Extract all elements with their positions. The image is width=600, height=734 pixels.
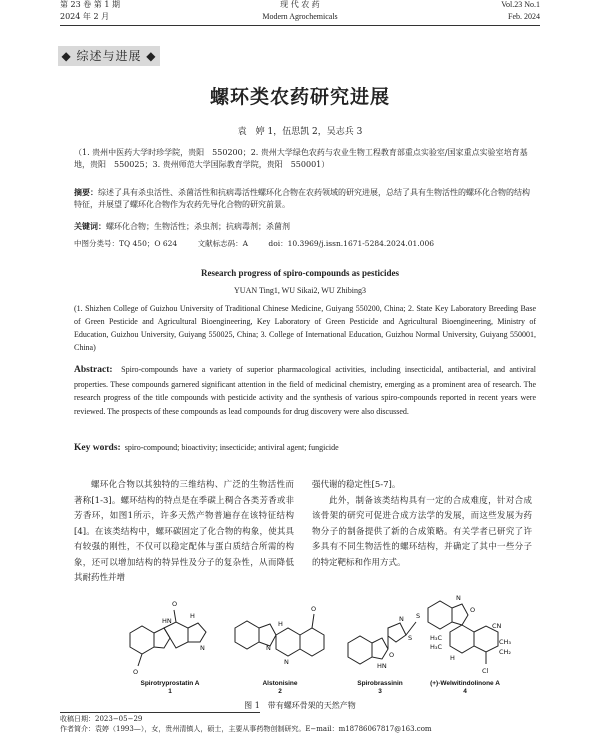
atom-label: H₃C — [430, 643, 442, 651]
abstract-en-label: Abstract: — [74, 365, 113, 375]
abstract-cn — [74, 186, 534, 211]
atom-label: S — [408, 634, 412, 642]
atom-label: HN — [377, 662, 387, 670]
atom-label: O — [172, 600, 177, 608]
abstract-cn-text: 综述了具有杀虫活性、杀菌活性和抗病毒活性螺环化合物在农药领域的研究进展，总结了具有生物活性的螺环化合物的结构特征，并展望了螺环化合物作为农药先导化合物的研究前景。 — [74, 188, 530, 209]
atom-label: HN — [162, 617, 172, 625]
author-bio: 作者简介：袁婷（1993—），女，贵州清镇人，硕士，主要从事药物创制研究。E−mail：m18786067817@163.com — [60, 725, 540, 734]
section-tag: ◆ 综述与进展 ◆ — [58, 46, 160, 66]
atom-label: O — [470, 606, 475, 614]
atom-label: CN — [492, 622, 502, 630]
atom-label: O — [133, 668, 138, 676]
clc-number: 中图分类号：TQ 450；O 624 — [74, 239, 177, 248]
article-title-en: Research progress of spiro-compounds as pesticides — [0, 268, 600, 278]
keywords-en-label: Key words: — [74, 443, 121, 453]
keywords-cn-label: 关键词： — [74, 221, 106, 231]
affiliation-cn: （1. 贵州中医药大学时珍学院，贵阳 550200；2. 贵州大学绿色农药与农业生物工程教育部重点实验室/国家重点实验室培育基地，贵阳 550025；3. 贵州师范大学国际教育学院，贵阳 550001） — [74, 147, 534, 170]
paragraph: 螺环化合物以其独特的三维结构、广泛的生物活性而著称[1-3]。螺环结构的特点是在季碳上稠合各类芳香或非芳香环，如图1所示，许多天然产物普遍存在该特征结构[4]。在该类结构中，螺环碳固定了化合物的构象，使其具有较强的刚性，不仅可以稳定配体与蛋白质结合所需的构象，还可以增加结构的特异性及分子的复杂性，从而降低其耐药性并增 — [74, 478, 294, 587]
atom-label: H — [450, 654, 455, 662]
journal-name-cn: 现 代 农 药 — [60, 0, 540, 10]
footnote — [60, 712, 540, 734]
atom-label: S — [416, 612, 420, 620]
atom-label: O — [389, 651, 394, 659]
abstract-en — [74, 363, 536, 418]
compound-number: 2 — [278, 688, 282, 695]
atom-label: N — [200, 644, 205, 652]
abstract-cn-label: 摘要： — [74, 187, 98, 197]
received-date: 收稿日期：2023−05−29 — [60, 715, 540, 725]
date-cn: 2024 年 2 月 — [60, 12, 109, 22]
abstract-en-text: Spiro-compounds have a variety of superior pharmacological activities, including insecticidal, antibacterial, and antiviral properties. These compounds garnered significant attention in the field of medicinal chemistry, emerging as a prominent area of research. The research progress of the title compounds with pesticide activity and the synthesis of various spiro-compounds reported in recent years were reviewed. The prospects of these compounds as lead compounds for drug discovery were also discussed. — [74, 365, 536, 416]
structure-3 — [348, 622, 416, 664]
structure-4 — [428, 601, 498, 664]
atom-label: CH₂ — [499, 648, 511, 656]
atom-label: O — [311, 605, 316, 613]
compound-name: (+)-Welwitindolinone A — [430, 680, 500, 687]
atom-label: Cl — [482, 667, 489, 675]
authors-en: YUAN Ting1, WU Sikai2, WU Zhibing3 — [0, 286, 600, 295]
compound-name: Spirotryprostatin A — [141, 680, 200, 687]
compound-name: Spirobrassinin — [357, 680, 403, 687]
running-header — [60, 0, 540, 26]
volume-issue-en: Vol.23 No.1 — [501, 0, 540, 10]
date-en: Feb. 2024 — [508, 12, 540, 22]
keywords-cn — [74, 221, 534, 232]
journal-name-en: Modern Agrochemicals — [60, 12, 540, 22]
compound-number: 3 — [378, 688, 382, 695]
body-column-left — [74, 478, 294, 587]
atom-label: H₃C — [430, 634, 442, 642]
affiliation-en: (1. Shizhen College of Guizhou University of Traditional Chinese Medicine, Guiyang 550200, China; 2. State Key Laboratory Breeding Base of Green Pesticide and Agricultural Bioengineering, Key Laboratory of Green Pesticide and Agricultural Bioengineering, Ministry of Education, Guizhou University, Guiyang 550025, China; 3. College of International Education, Guizhou Normal University, Guiyang 550001, China) — [74, 302, 536, 354]
keywords-en-text: spiro-compound; bioactivity; insecticide; antiviral agent; fungicide — [125, 443, 339, 452]
paragraph: 强代谢的稳定性[5-7]。 — [312, 478, 532, 494]
atom-label: CH₃ — [499, 638, 511, 646]
atom-label: N — [266, 644, 271, 652]
document-code: 文献标志码：A — [198, 239, 248, 248]
classification-line — [74, 238, 534, 249]
atom-label: N — [399, 615, 404, 623]
compound-labels — [141, 680, 501, 695]
figure-structures — [100, 588, 520, 696]
atom-label: H — [190, 612, 195, 620]
atom-label: N — [284, 658, 289, 666]
keywords-cn-text: 螺环化合物；生物活性；杀虫剂；抗病毒剂；杀菌剂 — [106, 222, 290, 231]
volume-issue-cn: 第 23 卷 第 1 期 — [60, 0, 120, 10]
atom-labels — [133, 594, 511, 676]
authors-cn: 袁 婷 1，伍思凯 2，吴志兵 3 — [0, 124, 600, 137]
article-title-cn: 螺环类农药研究进展 — [0, 82, 600, 109]
figure-caption: 图 1 带有螺环骨架的天然产物 — [0, 700, 600, 711]
compound-name: Alstonisine — [262, 680, 297, 687]
compound-number: 1 — [168, 688, 172, 695]
header-rule — [60, 25, 540, 26]
atom-label: N — [456, 594, 461, 602]
keywords-en — [74, 443, 536, 453]
footnote-rule — [60, 712, 260, 713]
paragraph: 此外，制备该类结构具有一定的合成难度，针对合成该骨架的研究可促进合成方法学的发展，而这些发展为药物分子的制备提供了新的合成策略。有关学者已研究了许多具有不同生物活性的螺环结构，并确定了其中一些分子的特定靶标和作用方式。 — [312, 494, 532, 572]
atom-label: H — [278, 620, 283, 628]
doi: doi：10.3969/j.issn.1671-5284.2024.01.006 — [268, 239, 434, 248]
compound-number: 4 — [463, 688, 467, 695]
body-column-right — [312, 478, 532, 571]
